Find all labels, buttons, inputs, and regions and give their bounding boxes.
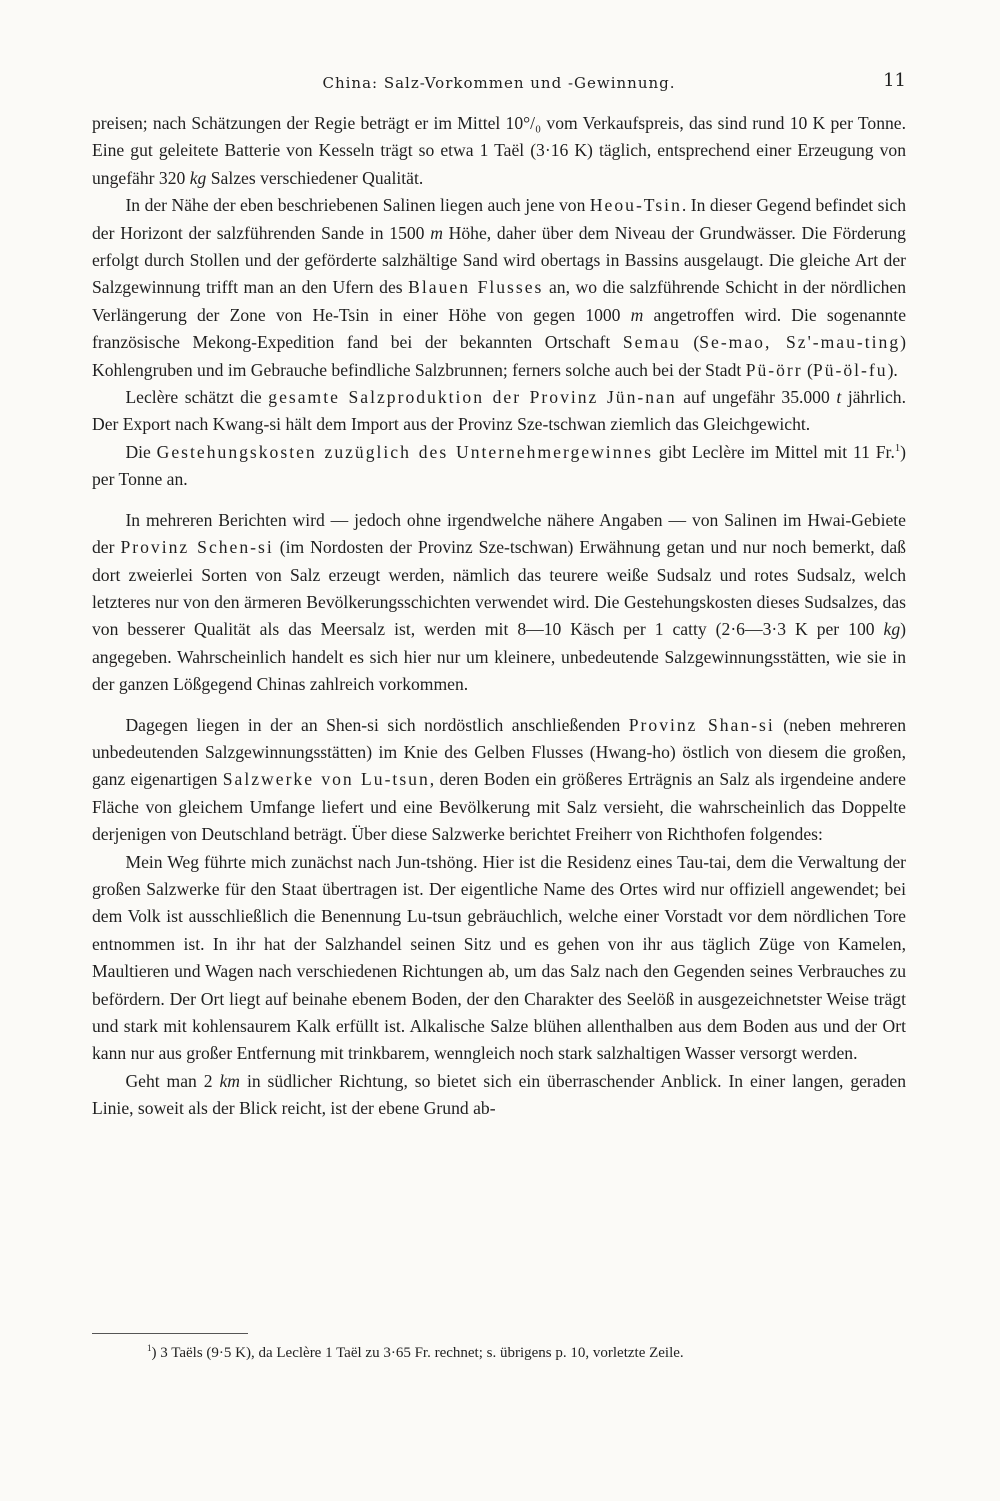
text-run: preisen; nach Schätzungen der Regie beträgt er im Mittel 10°/₀ vom Verkaufspreis, das sind rund 10 K per Tonne. Eine gut geleitete Batterie von Kesseln trägt so etwa 1 Taël (3·16 K) täglich, entsprechend einer Erzeugung von ungefähr 320 bbox=[92, 113, 906, 188]
text-run: in südlicher Richtung, so bietet sich ein überraschender Anblick. In einer langen, geraden Linie, soweit als der Blick reicht, ist der ebene Grund ab- bbox=[92, 1070, 907, 1119]
paragraph bbox=[92, 192, 906, 384]
footnote-rule bbox=[92, 1333, 248, 1334]
spaced-term: Pü-öl-fu bbox=[812, 359, 888, 380]
spaced-term: Provinz Schen-si bbox=[120, 537, 274, 558]
text-run: (im Nordosten der Provinz Sze-tschwan) Erwähnung getan und nur noch bemerkt, daß dort zweierlei Sorten von Salz erzeugt werden, nämlich das teurere weiße Sudsalz und rotes Sudsalz, welch letzteres nur von den ärmeren Bevölkerungsschichten verwendet wird. Die Gestehungskosten dieses Sudsalzes, das von besserer Qualität als das Meersalz ist, werden mit 8—10 Käsch per 1 catty (2·6—3·3 K per 100 bbox=[92, 537, 906, 640]
text-run: Die bbox=[125, 441, 157, 462]
text-run: Geht man 2 bbox=[125, 1070, 220, 1091]
spaced-term: gesamte Salzproduktion der Provinz Jün-nan bbox=[268, 387, 677, 408]
paragraph bbox=[92, 110, 906, 192]
spaced-term: Semau bbox=[622, 332, 681, 353]
unit-text: m bbox=[430, 222, 443, 243]
text-run: ( bbox=[680, 332, 700, 353]
spaced-term: Gestehungskosten zuzüglich des Unternehmergewinnes bbox=[156, 441, 653, 462]
footnote-marker: 1 bbox=[147, 1343, 152, 1353]
unit-text: km bbox=[219, 1070, 241, 1091]
text-run: Höhe, daher über dem Niveau der Grundwässer. Die Förderung erfolgt durch Stollen und der geförderte salzhältige Sand wird obertags in Bassins ausgelaugt. Die gleiche Art der Salzgewinnung trifft man an den Ufern des bbox=[92, 222, 906, 298]
unit-text: kg bbox=[189, 167, 207, 188]
text-run: (neben mehreren unbedeutenden Salzgewinnungsstätten) im Knie des Gelben Flusses (Hwang-ho) östlich von diesem die großen, ganz eigenartigen bbox=[92, 714, 906, 790]
text-run: angetroffen wird. Die sogenannte französische Mekong-Expedition fand bei der bekannten Ortschaft bbox=[92, 304, 907, 353]
paragraph bbox=[92, 849, 906, 1068]
text-run: auf ungefähr 35.000 bbox=[676, 387, 837, 408]
paragraph bbox=[92, 384, 906, 439]
text-run: jährlich. Der Export nach Kwang-si hält dem Import aus der Provinz Sze-tschwan ziemlich das Gleichgewicht. bbox=[92, 387, 906, 435]
unit-text: kg bbox=[883, 619, 901, 640]
text-run: gibt Leclère im Mittel mit 11 Fr. bbox=[652, 441, 895, 462]
text-run: Salzes verschiedener Qualität. bbox=[206, 167, 424, 188]
text-run: Mein Weg führte mich zunächst nach Jun-tshöng. Hier ist die Residenz eines Tau-tai, dem die Verwaltung der großen Salzwerke für den Staat übertragen ist. Der eigentliche Name des Ortes wird nur offiziell angewendet; bei dem Volk ist ausschließlich die Benennung Lu-tsun gebräuchlich, welche einer Vorstadt vor dem nördlichen Tore entnommen ist. In ihr hat der Salzhandel seinen Sitz und es gehen von ihr aus täglich Züge von Kamelen, Maultieren und Wagen nach verschiedenen Richtungen ab, um das Salz nach den Gegenden seines Verbrauches zu befördern. Der Ort liegt auf beinahe ebenem Boden, der den Charakter des Seelöß in ausgezeichnetster Weise trägt und stark mit kohlensaurem Kalk erfüllt ist. Alkalische Salze blühen allenthalben aus dem Boden aus und der Ort kann nur aus großer Entfernung mit trinkbarem, wenngleich noch stark salzhaltigen Wasser versorgt werden. bbox=[92, 851, 906, 1064]
footnote-text: ) 3 Taëls (9·5 K), da Leclère 1 Taël zu 3·65 Fr. rechnet; s. übrigens p. 10, vorletzte Zeile. bbox=[151, 1345, 684, 1361]
text-run: In mehreren Berichten wird — jedoch ohne irgendwelche nähere Angaben — von Salinen im Hwai-Gebiete der bbox=[92, 509, 906, 558]
paragraph bbox=[92, 439, 906, 494]
text-run: ). bbox=[887, 359, 898, 380]
spaced-term: Pü-örr bbox=[745, 359, 803, 380]
text-run: , deren Boden ein größeres Erträgnis an Salz als irgendeine andere Fläche von gleichem Umfange liefert und eine Bevölkerung mit Salz versieht, die wahrscheinlich das Doppelte derjenigen von Deutschland beträgt. Über diese Salzwerke berichtet Freiherr von Richthofen folgendes: bbox=[92, 769, 906, 845]
text-run: ( bbox=[802, 359, 813, 380]
unit-text: m bbox=[630, 304, 644, 325]
text-run: ) angegeben. Wahrscheinlich handelt es sich hier nur um kleinere, unbedeutende Salzgewinnungsstätten, wie sie in der ganzen Lößgegend Chinas zahlreich vorkommen. bbox=[92, 619, 906, 695]
footnote-ref: 1 bbox=[894, 443, 901, 455]
page-header bbox=[92, 68, 906, 98]
text-run: Dagegen liegen in der an Shen-si sich nordöstlich anschließenden bbox=[125, 714, 629, 735]
spaced-term: Se-mao, Sz'-mau-ting bbox=[699, 332, 901, 353]
text-run: In der Nähe der eben beschriebenen Salinen liegen auch jene von bbox=[125, 195, 590, 216]
spaced-term: Heou-Tsin bbox=[589, 195, 682, 216]
paragraph bbox=[92, 1068, 906, 1123]
unit-text: t bbox=[836, 387, 842, 408]
paragraph bbox=[92, 712, 906, 849]
spaced-term: Provinz Shan-si bbox=[628, 714, 775, 735]
spaced-term: Salzwerke von Lu-tsun bbox=[222, 769, 430, 790]
running-head: China: Salz-Vorkommen und -Gewinnung. bbox=[322, 74, 676, 92]
spaced-term: Blauen Flusses bbox=[408, 277, 544, 298]
text-run: ) per Tonne an. bbox=[92, 441, 906, 490]
page-number: 11 bbox=[883, 70, 906, 91]
text-run: an, wo die salzführende Schicht in der nördlichen Verlängerung der Zone von He-Tsin in einer Höhe von gegen 1000 bbox=[92, 277, 906, 325]
body-text bbox=[92, 110, 906, 1123]
footnote bbox=[147, 1343, 907, 1363]
text-run: ) Kohlengruben und im Gebrauche befindliche Salzbrunnen; ferners solche auch bei der Stadt bbox=[92, 332, 906, 380]
text-run: . In dieser Gegend befindet sich der Horizont der salzführenden Sande in 1500 bbox=[92, 195, 906, 243]
paragraph bbox=[92, 507, 906, 699]
text-run: Leclère schätzt die bbox=[125, 387, 269, 408]
